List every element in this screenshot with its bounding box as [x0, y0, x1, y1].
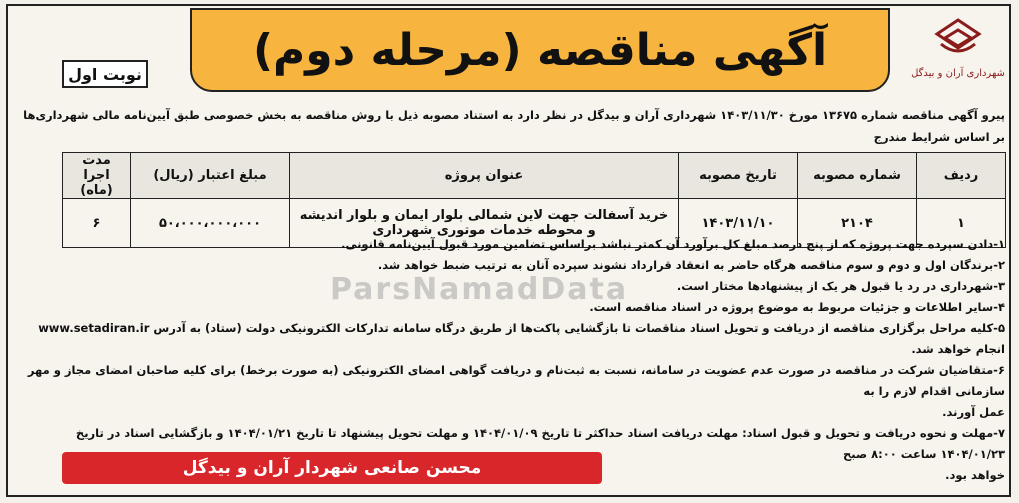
cell-duration: ۶	[63, 199, 131, 248]
logo-caption: شهرداری آران و بیدگل	[911, 68, 1005, 79]
cell-approval-number: ۲۱۰۴	[798, 199, 917, 248]
condition-item: ۴-سایر اطلاعات و جزئیات مربوط به موضوع پروژه در اسناد مناقصه است.	[589, 300, 1005, 314]
intro-line-1: پیرو آگهی مناقصه شماره ۱۳۶۷۵ مورخ ۱۴۰۳/۱۱/۳۰ شهرداری آران و بیدگل در نظر دارد به استناد مصوبه ذیل با روش مناقصه به بخش خصوصی طبق آیین‌نامه مالی شهرداری‌ها بر اساس شرایط مندرج	[23, 108, 1005, 144]
condition-item: ۷-مهلت و نحوه دریافت و تحویل و قبول اسناد: مهلت دریافت اسناد حداکثر تا تاریخ ۱۴۰۴/۰۱/۰۹ و مهلت تحویل پیشنهاد تا تاریخ ۱۴۰۴/۰۱/۲۱ و بازگشایی اسناد در تاریخ ۱۴۰۴/۰۱/۲۳ ساعت ۸:۰۰ صبح	[75, 426, 1005, 461]
condition-item: ۲-برندگان اول و دوم و سوم مناقصه هرگاه حاضر به انعقاد قرارداد نشوند سپرده آنان به ترتیب ضبط خواهد شد.	[377, 258, 1005, 272]
header-duration: مدت اجرا (ماه)	[63, 153, 131, 199]
title-band	[190, 8, 890, 92]
round-badge: نوبت اول	[62, 60, 148, 88]
signature-bar	[62, 452, 602, 484]
condition-item: ۶-متقاضیان شرکت در مناقصه در صورت عدم عضویت در سامانه، نسبت به ثبت‌نام و دریافت گواهی امضای الکترونیکی (به صورت برخط) برای کلیه صاحبان امضای مجاز و مهر سازمانی اقدام لازم را به	[27, 363, 1005, 398]
signature-text: محسن صانعی شهردار آران و بیدگل	[182, 458, 482, 478]
header-approval-date: تاریخ مصوبه	[679, 153, 798, 199]
header-credit-amount: مبلغ اعتبار (ریال)	[131, 153, 290, 199]
cell-row-number: ۱	[917, 199, 1006, 248]
municipality-logo-icon	[911, 14, 1005, 84]
cell-credit-amount: ۵۰،۰۰۰،۰۰۰،۰۰۰	[131, 199, 290, 248]
condition-item: خواهد بود.	[945, 468, 1005, 482]
page-title: آگهی مناقصه (مرحله دوم)	[252, 24, 828, 76]
header-row-number: ردیف	[917, 153, 1006, 199]
watermark: ParsNamadData	[330, 272, 629, 307]
cell-project-title: خرید آسفالت جهت لاین شمالی بلوار ایمان و بلوار اندیشه و محوطه خدمات موتوری شهرداری	[290, 199, 679, 248]
conditions-list	[15, 234, 1005, 486]
condition-item: عمل آورند.	[942, 405, 1005, 419]
condition-item: ۵-کلیه مراحل برگزاری مناقصه از دریافت و تحویل اسناد مناقصات تا بازگشایی پاکت‌ها از طریق درگاه سامانه تدارکات الکترونیکی دولت (ستاد) به آدرس www.setadiran.ir انجام خواهد شد.	[38, 321, 1005, 356]
condition-item: ۱-دادن سپرده جهت پروژه که از پنج درصد مبلغ کل برآورد آن کمتر نباشد براساس تضامین مورد قبول آیین‌نامه قانونی.	[341, 237, 1005, 251]
header-approval-number: شماره مصوبه	[798, 153, 917, 199]
condition-item: ۳-شهرداری در رد یا قبول هر یک از پیشنهادها مختار است.	[676, 279, 1005, 293]
table-header-row	[63, 153, 1006, 199]
cell-approval-date: ۱۴۰۳/۱۱/۱۰	[679, 199, 798, 248]
header-project-title: عنوان پروژه	[290, 153, 679, 199]
